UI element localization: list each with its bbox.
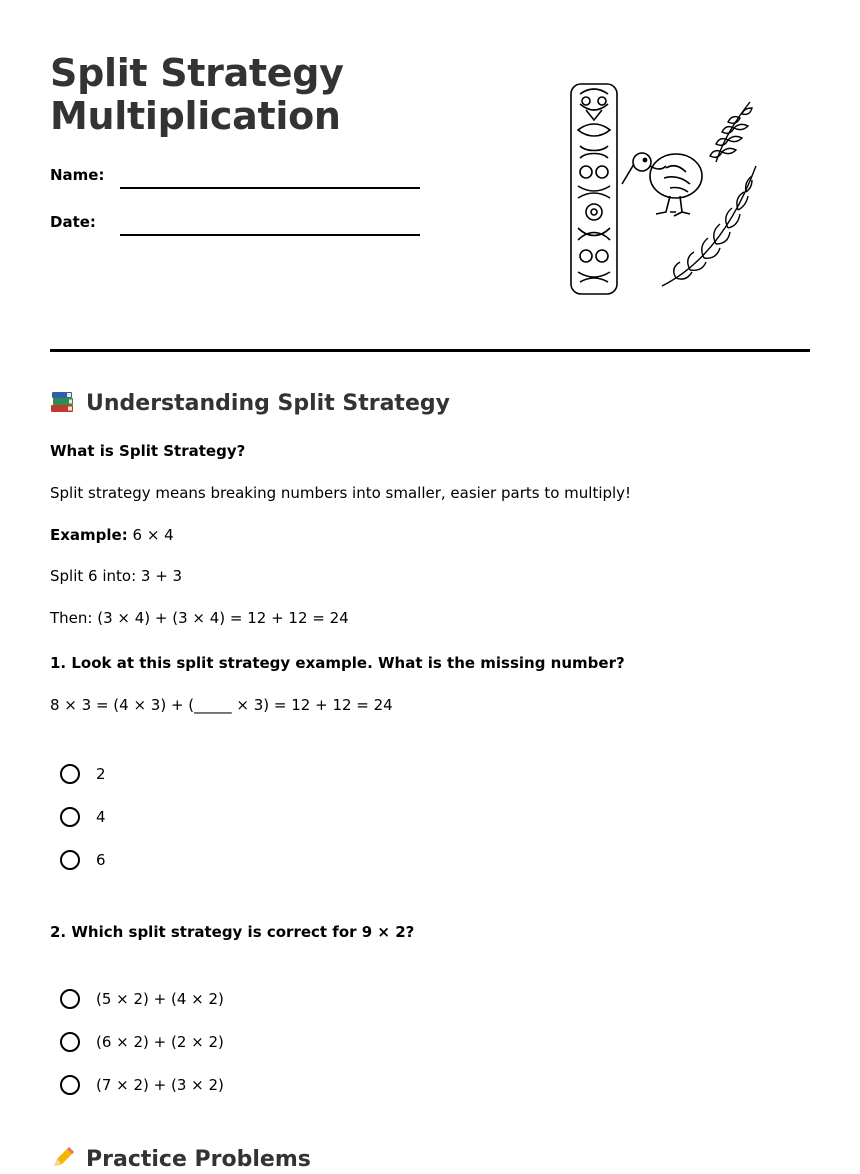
question-1-prompt: 1. Look at this split strategy example. What is the missing number? — [50, 654, 625, 672]
section-heading-text: Practice Problems — [86, 1147, 311, 1172]
section-heading-understanding — [50, 390, 450, 418]
carved-pou-icon — [571, 84, 617, 294]
radio-button[interactable] — [60, 1032, 80, 1052]
maori-illustration — [566, 80, 766, 298]
example-label: Example: — [50, 526, 128, 544]
question-2-option-b[interactable] — [60, 1020, 224, 1063]
question-1-equation: 8 × 3 = (4 × 3) + (_____ × 3) = 12 + 12 = 24 — [50, 696, 393, 714]
radio-button[interactable] — [60, 807, 80, 827]
books-icon — [50, 390, 76, 414]
pencil-icon — [50, 1146, 76, 1170]
kiwi-bird-icon — [622, 153, 702, 216]
option-label: (5 × 2) + (4 × 2) — [96, 989, 224, 1008]
header-divider — [50, 349, 810, 352]
fern-frond-icon — [662, 102, 756, 286]
option-label: (6 × 2) + (2 × 2) — [96, 1032, 224, 1051]
radio-button[interactable] — [60, 764, 80, 784]
question-1-option-c[interactable] — [60, 838, 106, 881]
date-field — [50, 213, 420, 237]
question-1-option-a[interactable] — [60, 752, 106, 795]
question-2-prompt: 2. Which split strategy is correct for 9 × 2? — [50, 923, 415, 941]
option-label: (7 × 2) + (3 × 2) — [96, 1075, 224, 1094]
date-label: Date: — [50, 213, 96, 231]
example-value: 6 × 4 — [132, 526, 174, 544]
option-label: 4 — [96, 807, 106, 826]
radio-button[interactable] — [60, 850, 80, 870]
question-1-options — [60, 752, 106, 881]
option-label: 2 — [96, 764, 106, 783]
title-line-2: Multiplication — [50, 94, 341, 138]
date-line[interactable] — [120, 234, 420, 236]
then-line: Then: (3 × 4) + (3 × 4) = 12 + 12 = 24 — [50, 609, 349, 627]
name-line[interactable] — [120, 187, 420, 189]
question-2-options — [60, 977, 224, 1106]
definition-text: Split strategy means breaking numbers into smaller, easier parts to multiply! — [50, 484, 632, 502]
example-line — [50, 525, 174, 545]
section-heading-practice — [50, 1146, 311, 1174]
radio-button[interactable] — [60, 989, 80, 1009]
name-label: Name: — [50, 166, 105, 184]
worksheet-page — [50, 0, 810, 1172]
worksheet-title — [50, 52, 344, 138]
split-line: Split 6 into: 3 + 3 — [50, 567, 183, 585]
section-heading-text: Understanding Split Strategy — [86, 391, 450, 416]
radio-button[interactable] — [60, 1075, 80, 1095]
title-line-1: Split Strategy — [50, 51, 344, 95]
question-2-option-a[interactable] — [60, 977, 224, 1020]
what-is-heading: What is Split Strategy? — [50, 442, 246, 460]
name-field — [50, 166, 420, 190]
question-1-option-b[interactable] — [60, 795, 106, 838]
option-label: 6 — [96, 850, 106, 869]
question-2-option-c[interactable] — [60, 1063, 224, 1106]
